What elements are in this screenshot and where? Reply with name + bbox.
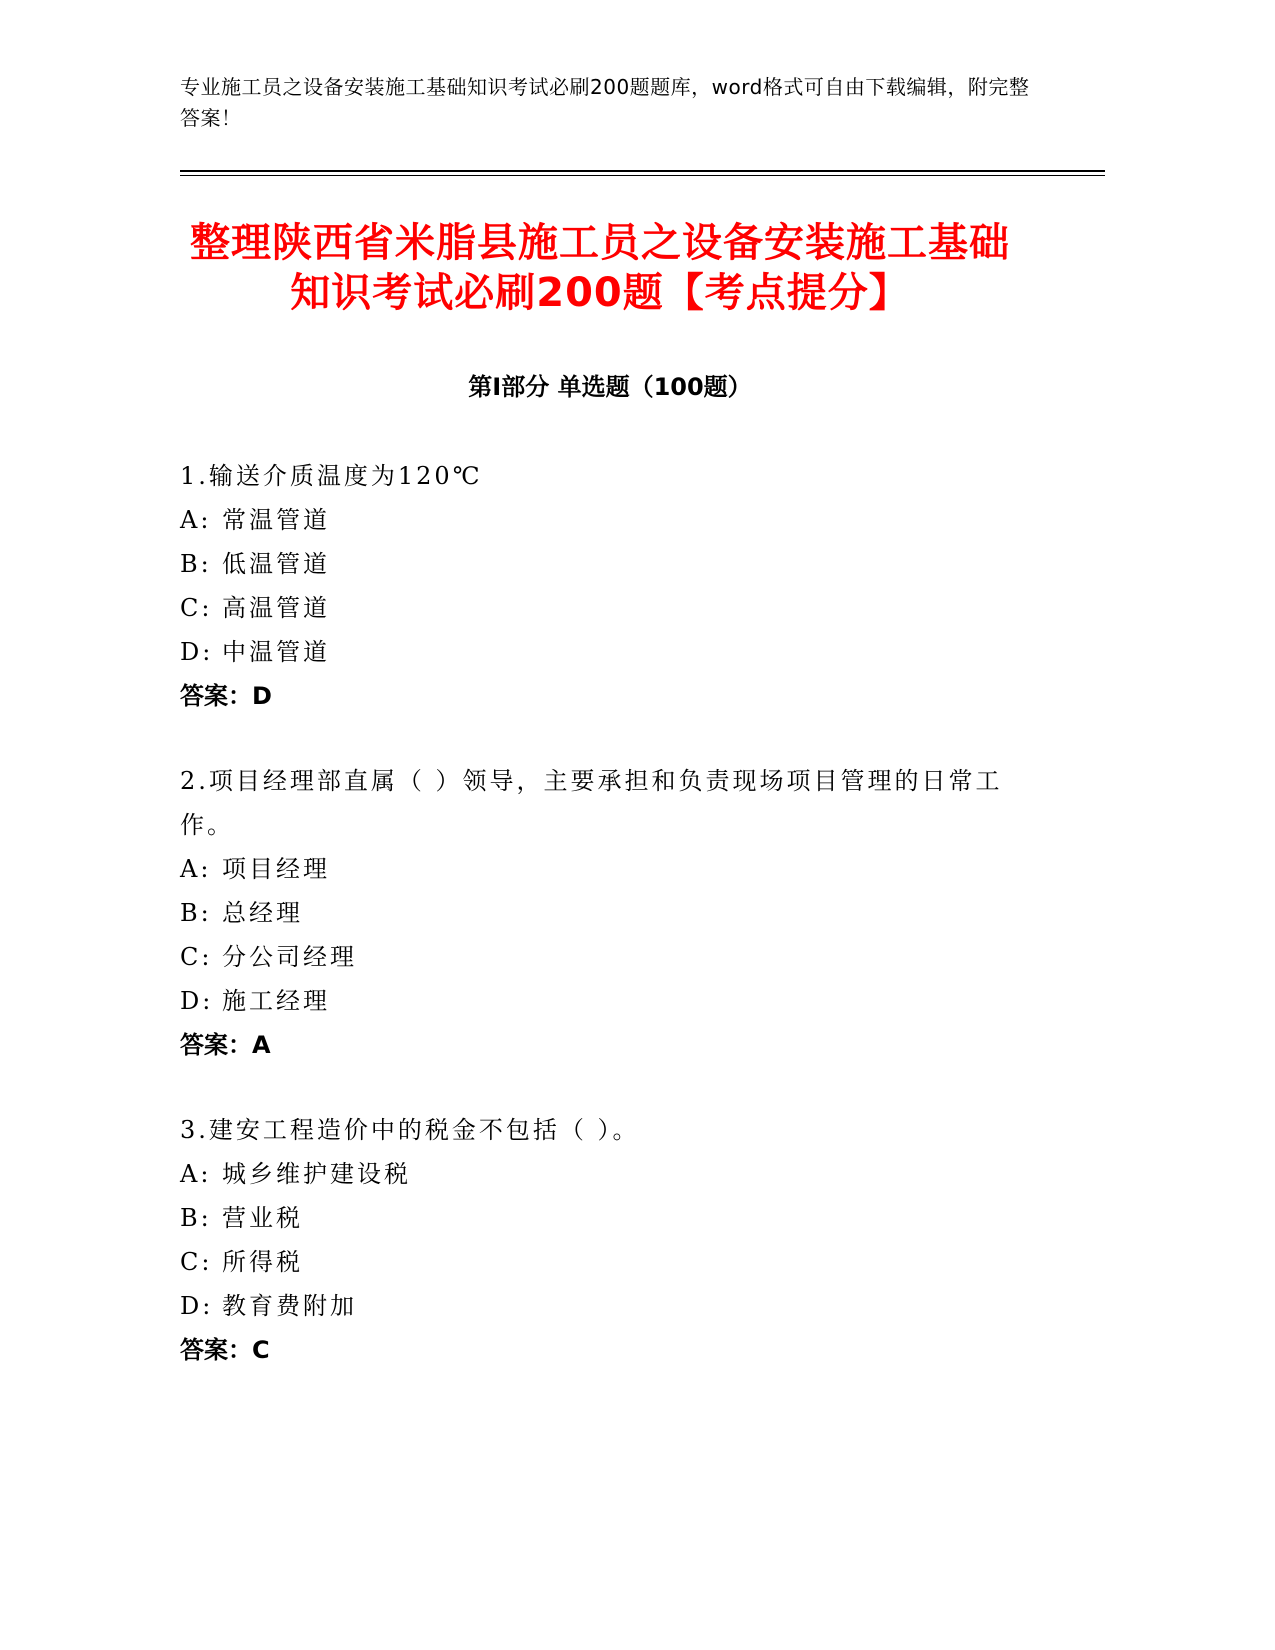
answer-line: 答案：A — [180, 1031, 271, 1059]
option-c — [180, 586, 1040, 630]
option-key: C: — [180, 1248, 213, 1276]
option-key: A: — [180, 506, 212, 534]
option-text: 总经理 — [222, 899, 303, 927]
option-a — [180, 498, 1040, 542]
option-d — [180, 630, 1040, 674]
question-stem: 1.输送介质温度为120℃ — [180, 462, 483, 490]
option-a — [180, 847, 1040, 891]
option-key: B: — [180, 1204, 212, 1232]
option-key: C: — [180, 594, 213, 622]
header-divider-thick — [180, 170, 1105, 172]
option-key: D: — [180, 987, 214, 1015]
question-stem: 2.项目经理部直属（ ）领导，主要承担和负责现场项目管理的日常工作。 — [180, 767, 1003, 839]
option-text: 教育费附加 — [222, 1292, 357, 1320]
option-text: 城乡维护建设税 — [222, 1160, 411, 1188]
option-text: 所得税 — [222, 1248, 303, 1276]
option-text: 项目经理 — [222, 855, 330, 883]
option-key: A: — [180, 855, 212, 883]
question-item — [180, 759, 1040, 1067]
option-text: 高温管道 — [222, 594, 330, 622]
option-c — [180, 1240, 1040, 1284]
answer-line: 答案：C — [180, 1336, 270, 1364]
option-text: 低温管道 — [222, 550, 330, 578]
option-b — [180, 542, 1040, 586]
option-text: 营业税 — [222, 1204, 303, 1232]
option-key: B: — [180, 550, 212, 578]
option-a — [180, 1152, 1040, 1196]
option-text: 施工经理 — [222, 987, 330, 1015]
option-text: 中温管道 — [222, 638, 330, 666]
section-title: 第Ⅰ部分 单选题（100题） — [468, 373, 752, 401]
header-divider-thin — [180, 175, 1105, 176]
option-key: A: — [180, 1160, 212, 1188]
question-item — [180, 1108, 1040, 1372]
option-key: C: — [180, 943, 213, 971]
header-divider — [180, 170, 1105, 176]
document-title: 整理陕西省米脂县施工员之设备安装施工基础知识考试必刷200题【考点提分】 — [190, 220, 1010, 316]
option-b — [180, 1196, 1040, 1240]
option-text: 分公司经理 — [222, 943, 357, 971]
header-note: 专业施工员之设备安装施工基础知识考试必刷200题题库，word格式可自由下载编辑，附完整答案！ — [180, 75, 1030, 130]
option-text: 常温管道 — [222, 506, 330, 534]
option-key: B: — [180, 899, 212, 927]
option-d — [180, 1284, 1040, 1328]
question-item — [180, 454, 1040, 718]
option-b — [180, 891, 1040, 935]
option-key: D: — [180, 1292, 214, 1320]
option-key: D: — [180, 638, 214, 666]
question-list — [180, 454, 1040, 1413]
option-d — [180, 979, 1040, 1023]
option-c — [180, 935, 1040, 979]
answer-line: 答案：D — [180, 682, 272, 710]
question-stem: 3.建安工程造价中的税金不包括（ ）。 — [180, 1116, 640, 1144]
